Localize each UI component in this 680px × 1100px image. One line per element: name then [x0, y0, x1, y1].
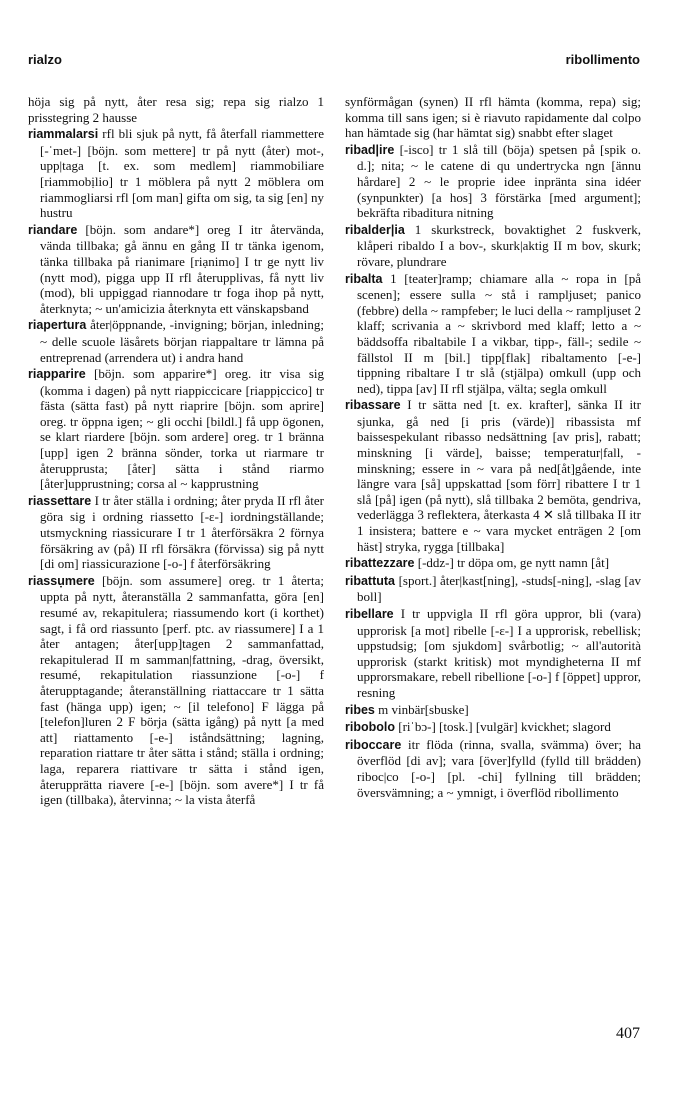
entry-text: 1 skurkstreck, bovaktighet 2 fuskverk, klåperi ribaldo I a bov-, skurk|aktig II m bov, skurk; rövare, plundrare: [357, 221, 641, 269]
dictionary-entry: [28, 317, 324, 365]
entry-text: [böjn. som andare*] oreg I itr återvända, vända tillbaka; gå ännu en gång II tr tänka igenom, tänka tillbaka på rianimare [riạnimo] I tr ge nytt liv (nytt mod), pigga upp II rfl återupplivas, få nytt liv (mod), bli uppiggad riannodare tr foga ihop på nytt, återknyta; ~ un'amicizia återknyta ett vänskapsband: [40, 221, 324, 316]
entry-headword: ribellare: [345, 607, 394, 621]
entry-headword: riapparire: [28, 367, 86, 382]
dictionary-entry: [28, 126, 324, 221]
dictionary-entry: [345, 397, 641, 554]
entry-text: [-isco] tr 1 slå till (böja) spetsen på [spik o. d.]; nita; ~ le catene di qu undertrycka ngn [ännu hårdare] 2 ~ le proprie idee inpränta sina idéer (synpunkter) [a hos] 3 förstärka [med argument]; bekräfta ribaditura nitning: [357, 141, 642, 221]
dictionary-entry: [345, 222, 641, 270]
entry-text: m vinbär[sbuske]: [378, 701, 469, 717]
dictionary-entry: [345, 719, 641, 736]
dictionary-entry: [28, 94, 324, 125]
entry-headword: riboccare: [345, 737, 402, 752]
entry-headword: riapertura: [28, 318, 87, 333]
dictionary-entry: [345, 94, 641, 141]
entry-headword: ribassare: [345, 398, 401, 413]
entry-text: [sport.] åter|kast[ning], -studs[-ning], -slag [av boll]: [357, 572, 642, 605]
entry-headword: riandare: [28, 222, 78, 237]
entry-headword: riassettare: [28, 493, 92, 508]
entry-text: åter|öppnande, -invigning; början, inledning; ~ delle scuole läsårets början riappaltare tr lämna på entreprenad (arrendera ut) i andra hand: [40, 317, 324, 365]
left-column: [28, 94, 324, 809]
dictionary-entry: [345, 271, 641, 397]
entry-headword: ribad|ire: [345, 142, 395, 157]
entry-text: I tr uppvigla II rfl göra uppror, bli (vara) upprorisk [a mot] ribelle [-ɛ-] I a upprorisk, rebellisk; uppstudsig; [om sjukdom] svårbotlig; ~ all'autorità upprorisk (starkt kritisk) mot myndigheterna II mf upprorsmakare, rebell ribellione [-o-] f [öppet] uppror, resning: [357, 606, 641, 700]
entry-text: [böjn. som assumere] oreg. tr 1 återta; uppta på nytt, återanställa 2 sammanfatta, göra [en] resumé av, rekapitulera; riassumendo kort (i korthet) sagt, i få ord riassunto [perf. ptc. av riassumere] I a 1 åter antagen; åter[upp]tagen 2 sammanfattad, rekapitulerad II m samman|fattning, -drag, översikt, resumé, rekapitulation riassunzione [-o-] f återupptagande; återanställning riattaccare tr 1 sätta fast (hänga upp) igen; ~ [il telefono] F lägga på [telefon]luren 2 F börja (sätta igång) på nytt [a med att] riattamento [-e-] iståndsättning; lagning, reparation riattare tr åter sätta i stånd; ställa i ordning; laga, reparera riattivare tr sätta i stånd igen, återupprätta riavere [-e-] [böjn. som avere*] I tr få igen (tillbaka), återvinna; ~ la vista återfå: [40, 572, 324, 808]
entry-text: I tr åter ställa i ordning; åter pryda II rfl åter göra sig i ordning riassetto [-ɛ-] iordningställande; utsmyckning riassicurare I tr 1 återförsäkra 2 förnya försäkring av (på) II rfl försäkra (förvissa) sig på nytt [di om] riassicurazione [-o-] f återförsäkring: [40, 492, 324, 572]
entry-text: 1 [teater]ramp; chiamare alla ~ ropa in [på scenen]; essere sulla ~ stå i rampljuset; panico (febbre) della ~ rampfeber; le luci della ~ rampljuset 2 klaff; scrivania a ~ skrivbord med klaff; letto a ~ bäddsoffa ribaltabile I a vikbar, tipp-, fäll-; sedile ~ fällstol II m [bil.] tipp[flak] ribaltamento [-e-] tippning ribaltare I tr slå (stjälpa) omkull (upp och ned), tippa [av] II rfl stjälpa, välta; segla omkull: [357, 270, 642, 396]
dictionary-entry: [28, 222, 324, 317]
entry-text: I tr sätta ned [t. ex. krafter], sänka II itr sjunka, gå ned [i pris (värde)] ribassista mf baissespekulant ribasso nedsättning [av pris], rabatt; minskning [i värde], baisse; temperatur|fall, -minskning; essere in ~ vara på ned[åt]gående, inte längre vara [så] uppskattad [som förr] ribattere I tr 1 slå [på] igen (på nytt), slå tillbaka 2 bemöta, gendriva, vederlägga 3 reflektera, återkasta 4 ✕ slå tillbaka II itr 1 insistera; battere e ~ vara mycket enträgen 2 [om häst] stryka, rygga [tillbaka]: [357, 397, 642, 554]
entry-text: rfl bli sjuk på nytt, få återfall riammettere [-ˈmet-] [böjn. som mettere] tr på nytt (åter) mot-, upp|taga [t. ex. som medlem] riammobiliare [riammobịlio] tr 1 möblera på nytt 2 möblera om riammogliarsi rfl [om man] gifta om sig, ta sig [en] ny hustru: [40, 126, 325, 221]
entry-text: [böjn. som apparire*] oreg. itr visa sig (komma i dagen) på nytt riappiccicare [riappịccico] tr fästa (sätta fast) på nytt riaprire [böjn. som aprire] oreg. tr öppna igen; ~ gli occhi [bildl.] få upp ögonen, se klart riardere [böjn. som ardere] oreg. tr 1 bränna [upp] igen 2 bränna sönder, torka ut riarmare tr återupprusta; [åter] sätta i stånd riarmo [åter]upprustning; corsa al ~ kapprustning: [40, 366, 325, 492]
dictionary-entry: [28, 493, 324, 572]
running-header: [28, 52, 640, 72]
entry-text: höja sig på nytt, åter resa sig; repa sig rialzo 1 prisstegring 2 hausse: [28, 94, 324, 125]
entry-headword: riammalarsi: [28, 127, 99, 142]
entry-headword: ribattezzare: [345, 556, 415, 571]
entry-text: synförmågan (synen) II rfl hämta (komma, repa) sig; komma till sans igen; si è riavuto rapidamente dal colpo han hämtade sig (har hämtat sig) snabbt efter slaget: [345, 94, 641, 141]
dictionary-entry: [345, 555, 641, 572]
entry-text: [-ddz-] tr döpa om, ge nytt namn [åt]: [417, 555, 610, 571]
entry-headword: riassụmere: [28, 573, 95, 588]
entry-headword: ribalder|ia: [345, 222, 405, 237]
page-number: 407: [616, 1025, 640, 1042]
dictionary-entry: [345, 573, 641, 605]
header-left-guideword: rialzo: [28, 52, 62, 67]
header-right-guideword: ribollimento: [565, 52, 640, 67]
entry-headword: ribalta: [345, 271, 383, 286]
dictionary-entry: [345, 142, 641, 221]
entry-headword: ribobolo: [345, 720, 395, 735]
entry-text: itr flöda (rinna, svalla, svämma) över; ha överflöd [di av]; vara [över]fylld (fylld till brädden) riboc|co [-o-] [pl. -chi] fyllning till brädden; översvämning; a ~ ymnigt, i överflöd ribollimento: [357, 736, 642, 800]
dictionary-entry: [345, 606, 641, 701]
right-column: [345, 94, 641, 801]
dictionary-entry: [28, 573, 324, 808]
dictionary-entry: [28, 366, 324, 492]
entry-headword: ribattuta: [345, 573, 395, 588]
dictionary-entry: [345, 702, 641, 719]
dictionary-entry: [345, 737, 641, 800]
entry-text: [riˈbɔ-] [tosk.] [vulgär] kvickhet; slagord: [398, 719, 611, 735]
entry-headword: ribes: [345, 702, 375, 717]
